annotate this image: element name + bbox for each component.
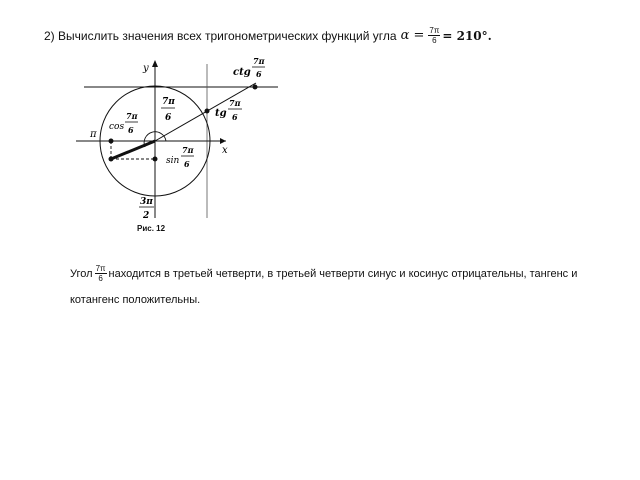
paragraph-word-angle: Угол bbox=[70, 267, 93, 280]
sin-frac-den: 6 bbox=[184, 159, 190, 169]
heading-fraction-denominator: 6 bbox=[432, 36, 437, 45]
three-pi-half-den: 2 bbox=[143, 211, 150, 221]
cos-frac-den: 6 bbox=[128, 125, 134, 135]
point-7pi6 bbox=[109, 157, 114, 162]
angle-frac-num: 7π bbox=[162, 97, 175, 107]
ctg-frac-den: 6 bbox=[256, 69, 262, 79]
angle-frac-den: 6 bbox=[165, 113, 172, 123]
x-axis-arrow bbox=[220, 138, 226, 144]
cos-point bbox=[109, 139, 114, 144]
task-heading-text: 2) Вычислить значения всех тригонометрических функций угла bbox=[44, 28, 397, 43]
paragraph-line-1-rest: находится в третьей четверти, в третьей четверти синус и косинус отрицательны, тангенс и bbox=[108, 267, 578, 280]
cos-frac-num: 7π bbox=[126, 111, 138, 121]
tg-label: tg bbox=[215, 108, 227, 119]
three-pi-half-num: 3π bbox=[140, 197, 153, 207]
figure-caption: Рис. 12 bbox=[137, 224, 166, 233]
tg-frac-num: 7π bbox=[229, 98, 241, 108]
ctg-point bbox=[253, 85, 258, 90]
paragraph-line-1 bbox=[70, 264, 578, 283]
x-axis-label: x bbox=[222, 145, 228, 156]
paragraph-fraction-numerator: 7π bbox=[95, 264, 106, 273]
pi-label: π bbox=[90, 129, 97, 140]
paragraph-fraction-denominator: 6 bbox=[98, 274, 103, 283]
paragraph-line-2: котангенс положительны. bbox=[70, 294, 201, 306]
y-axis-arrow bbox=[152, 60, 158, 67]
cos-label: cos bbox=[109, 122, 125, 132]
ctg-frac-num: 7π bbox=[253, 56, 265, 66]
alpha-symbol: α = bbox=[400, 28, 425, 43]
heading-fraction-numerator: 7π bbox=[429, 26, 440, 35]
paragraph-fraction bbox=[95, 264, 107, 283]
heading-degree-value: = 210°. bbox=[442, 28, 492, 43]
sin-label: sin bbox=[166, 156, 180, 166]
ctg-label: ctg bbox=[233, 67, 251, 78]
y-axis-label: y bbox=[143, 63, 149, 74]
explanation-paragraph bbox=[70, 264, 578, 307]
sin-frac-num: 7π bbox=[182, 145, 194, 155]
radius-7pi6 bbox=[111, 141, 155, 159]
sin-point bbox=[153, 157, 158, 162]
tg-point bbox=[205, 109, 210, 114]
tg-frac-den: 6 bbox=[232, 112, 238, 122]
